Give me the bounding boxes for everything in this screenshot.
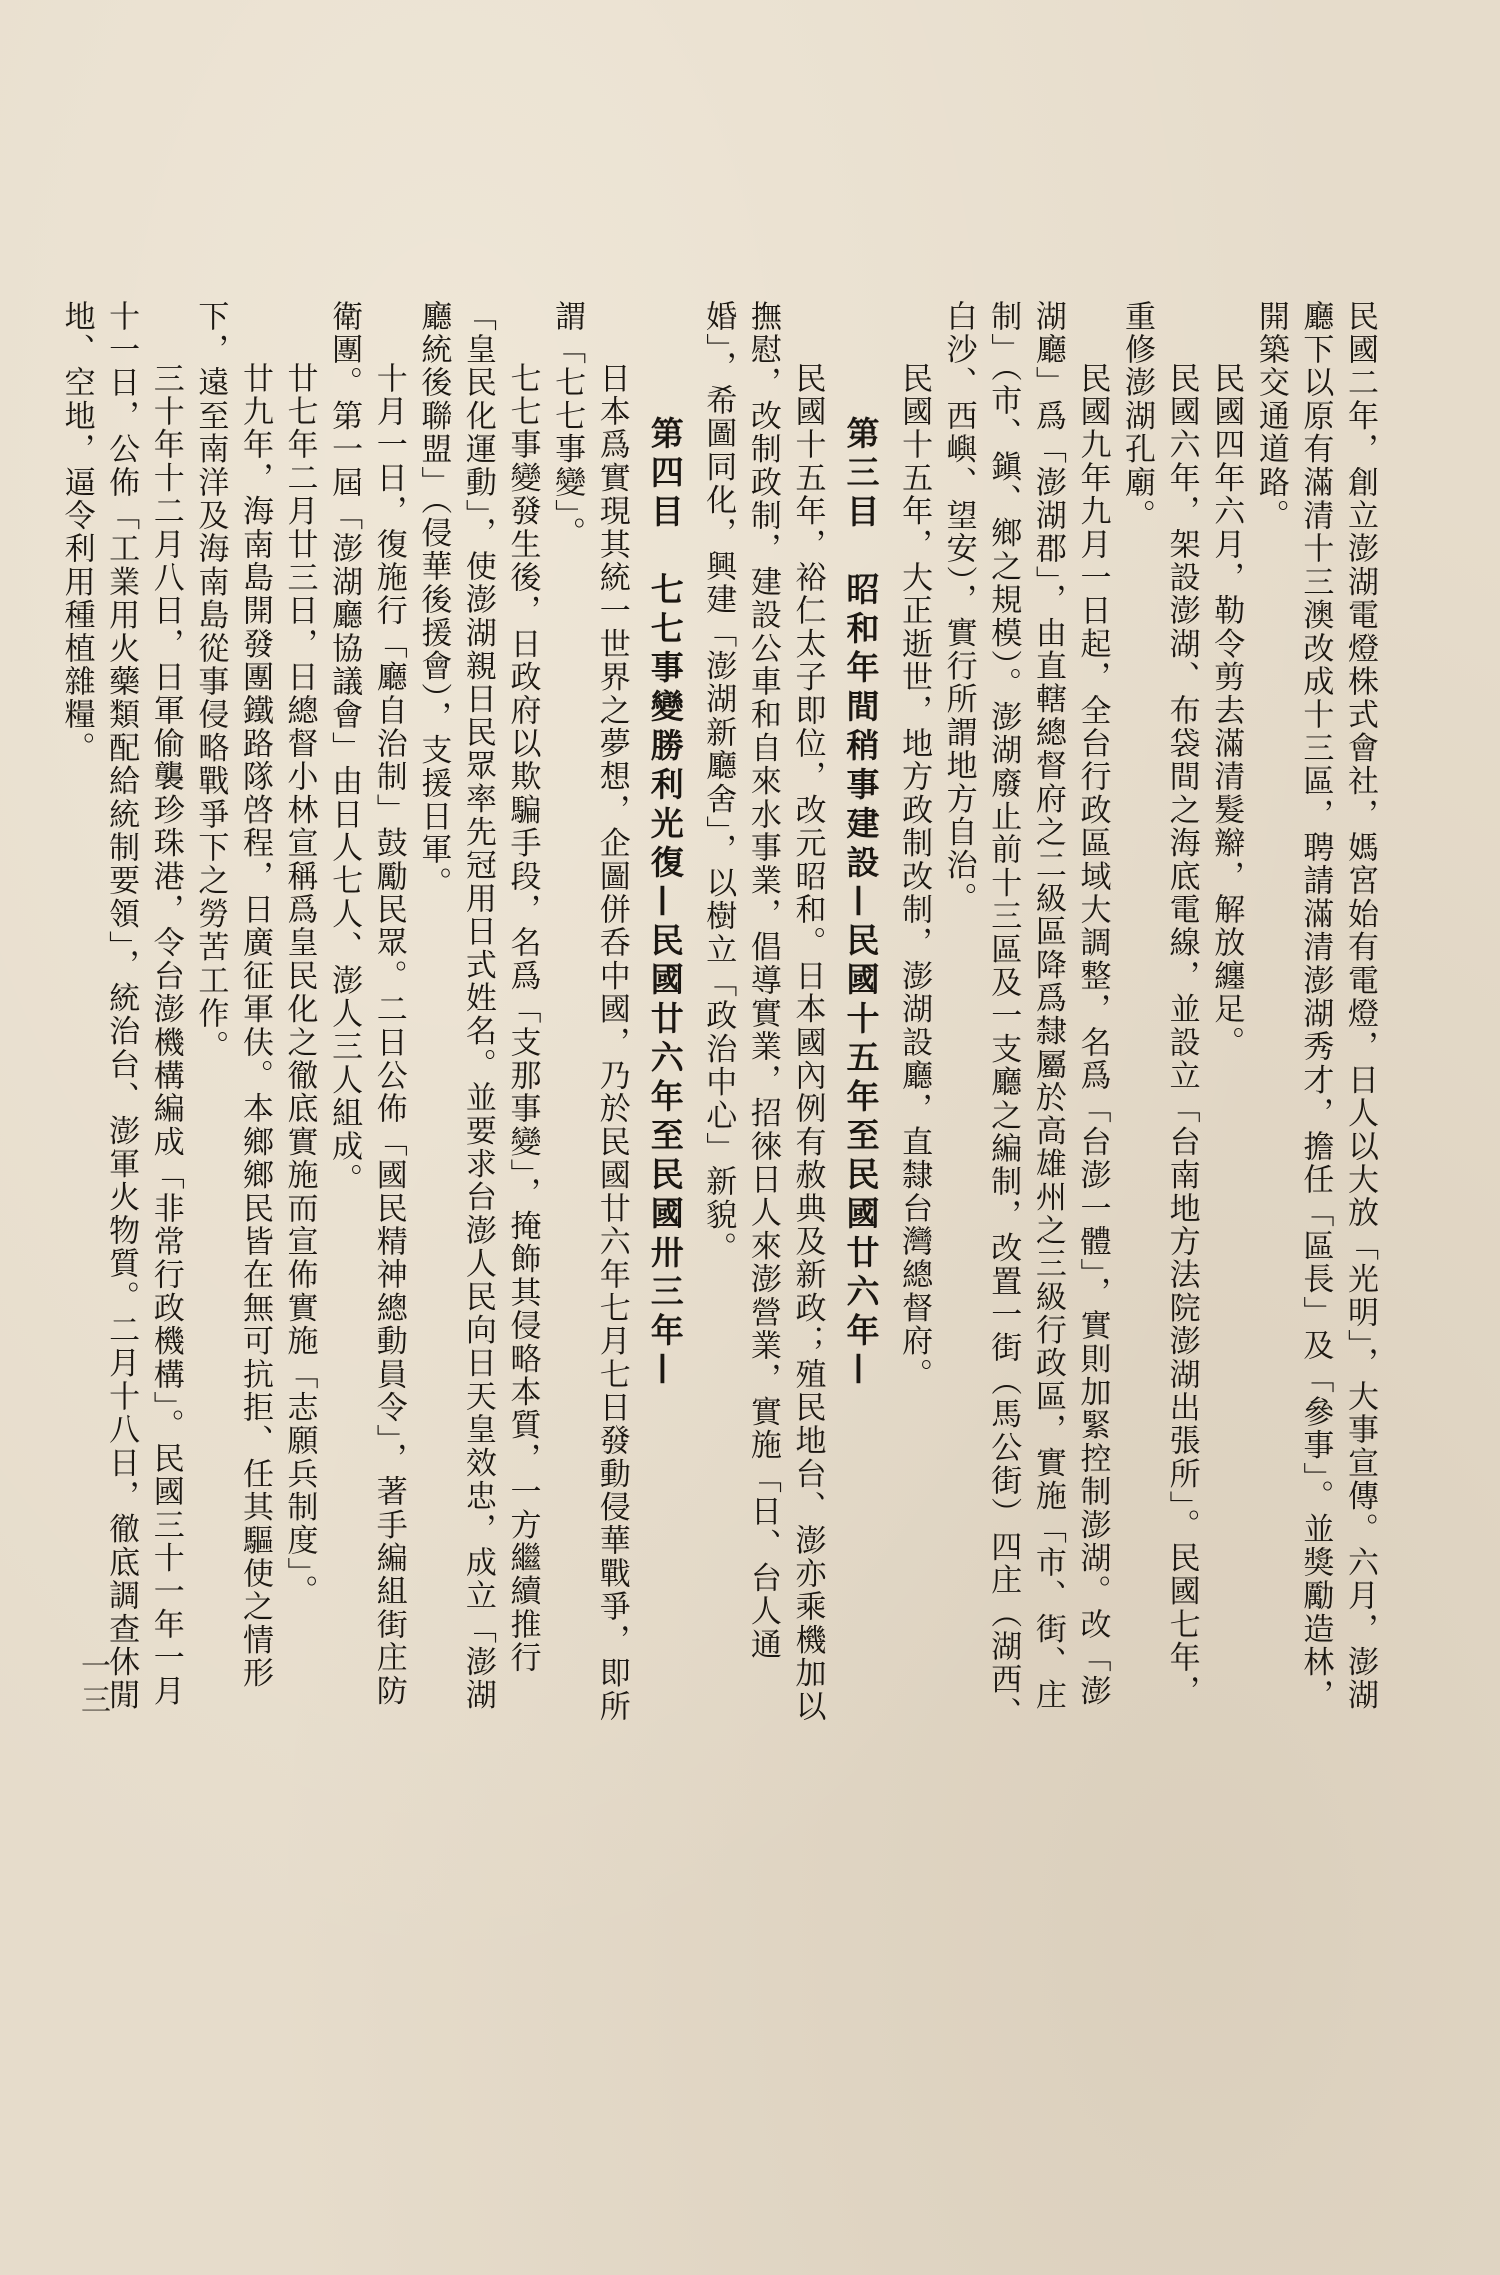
paragraph: 民國九年九月一日起，全台行政區域大調整，名爲「台澎一體」，實則加緊控制澎湖。改「澎湖廳」爲「澎湖郡」，由直轄總督府之二級區降爲隸屬於高雄州之三級行政區，實施「市、街、庄制」（市、鎭、鄉之規模）。澎湖廢止前十三區及一支廳之編制，改置一街（馬公街）四庄（湖西、白沙、西嶼、望安），實行所謂地方自治。 bbox=[940, 300, 1111, 1730]
paragraph: 廿七年二月廿三日，日總督小林宣稱爲皇民化之徹底實施而宣佈實施「志願兵制度」。 bbox=[281, 362, 318, 1609]
paragraph: 廿九年，海南島開發團鐵路隊啓程，日廣征軍伕。本鄉鄉民皆在無可抗拒、任其驅使之情形下，遠至南洋及海南島從事侵略戰爭下之勞苦工作。 bbox=[192, 300, 273, 1690]
section-heading: 第三目 昭和年間稍事建設—民國十五年至民國廿六年— bbox=[841, 415, 881, 1391]
paragraph: 日本爲實現其統一世界之夢想，企圖併呑中國，乃於民國廿六年七月七日發動侵華戰爭，即所謂「七七事變」。 bbox=[549, 300, 630, 1724]
paragraph: 民國六年，架設澎湖、布袋間之海底電線，並設立「台南地方法院澎湖出張所」。民國七年，重修澎湖孔廟。 bbox=[1119, 300, 1200, 1708]
page-number: 一三 bbox=[75, 1650, 110, 1718]
paragraph: 民國十五年，大正逝世，地方政制改制，澎湖設廳，直隸台灣總督府。 bbox=[896, 362, 933, 1392]
section-heading: 第四目 七七事變勝利光復—民國廿六年至民國卅三年— bbox=[645, 415, 685, 1391]
paragraph: 民國四年六月，勒令剪去滿清髮辮，解放纏足。 bbox=[1208, 362, 1245, 1060]
paragraph: 十月一日，復施行「廳自治制」鼓勵民眾。二日公佈「國民精神總動員令」，著手編組街庄防衛團。第一屆「澎湖廳協議會」由日人七人、澎人三人組成。 bbox=[326, 300, 407, 1708]
paragraph: 七七事變發生後，日政府以欺騙手段，名爲「支那事變」，掩飾其侵略本質，一方繼續推行「皇民化運動」，使澎湖親日民眾率先冠用日式姓名。並要求台澎人民向日天皇效忠，成立「澎湖廳統後聯盟」（侵華後援會），支援日軍。 bbox=[415, 300, 541, 1713]
paragraph: 民國十五年，裕仁太子即位，改元昭和。日本國內例有赦典及新政；殖民地台、澎亦乘機加以撫慰，改制政制，建設公車和自來水事業，倡導實業，招徠日人來澎營業，實施「日、台人通婚」，希圖同化，興建「澎湖新廳舍」，以樹立「政治中心」新貌。 bbox=[700, 300, 826, 1724]
paragraph: 民國二年，創立澎湖電燈株式會社，媽宮始有電燈，日人以大放「光明」，大事宣傳。六月，澎湖廳下以原有滿清十三澳改成十三區，聘請滿清澎湖秀才，擔任「區長」及「參事」。並獎勵造林，開築交通道路。 bbox=[1252, 300, 1378, 1713]
paragraph: 三十年十二月八日，日軍偷襲珍珠港，令台澎機構編成「非常行政機構」。民國三十一年一月十一日，公佈「工業用火藥類配給統制要領」，統治台、澎軍火物質。二月十八日，徹底調查休閒地、空地，逼令利用種植雜糧。 bbox=[58, 300, 184, 1713]
